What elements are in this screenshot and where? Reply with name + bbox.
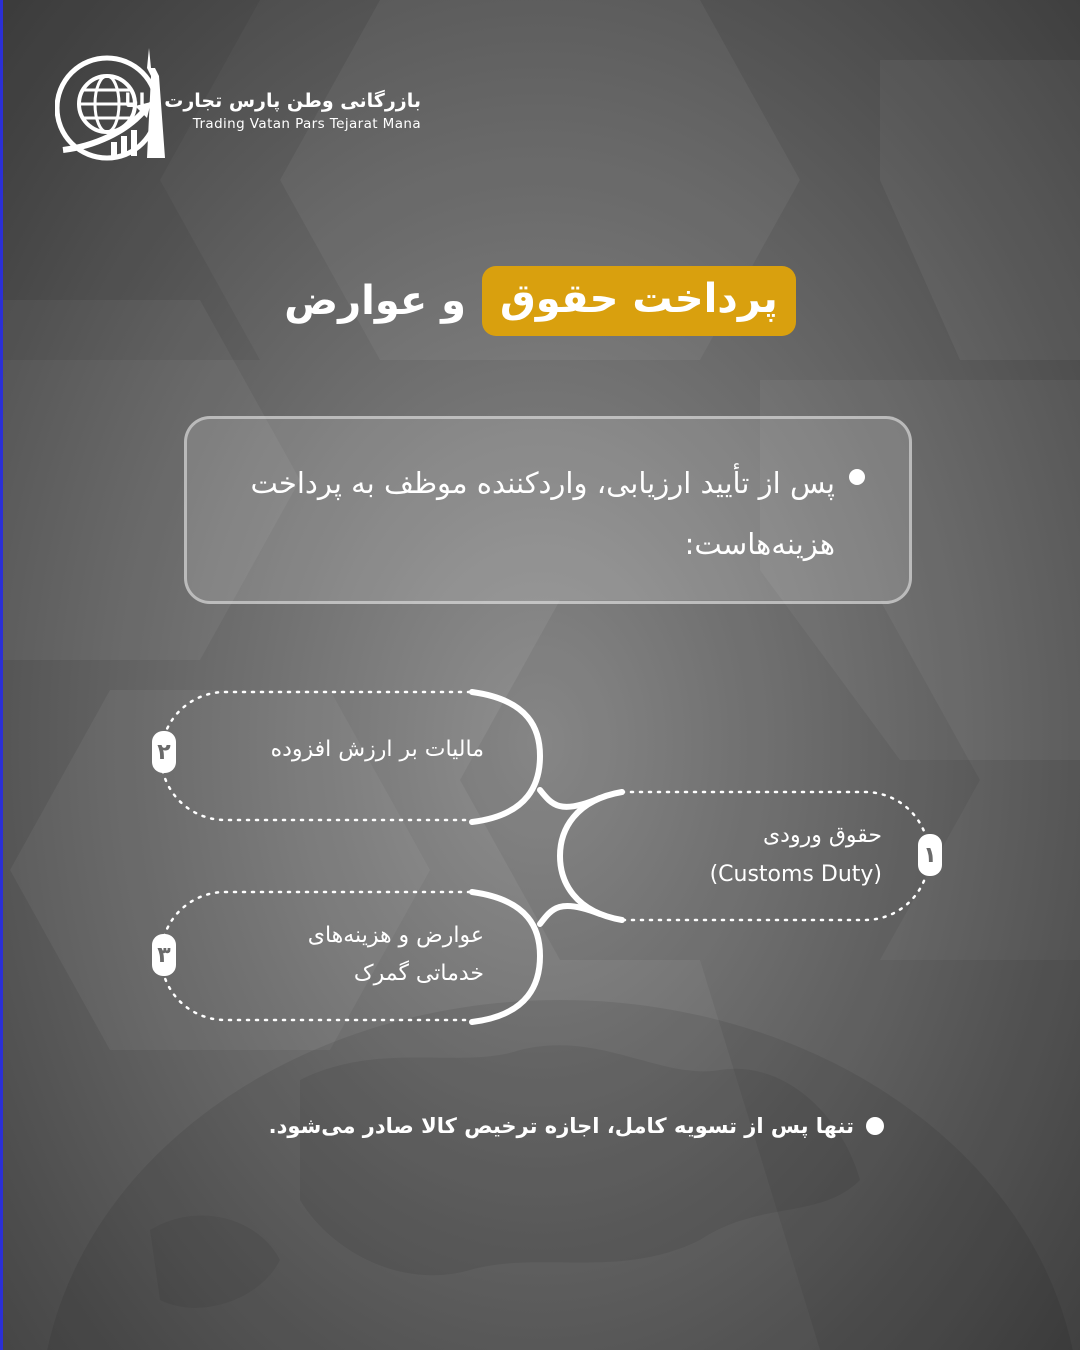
footer-text: تنها پس از تسویه کامل، اجازه ترخیص کالا صادر می‌شود. [268,1114,854,1138]
item-1-sublabel: (Customs Duty) [709,862,882,887]
item-3-number: ۳ [152,934,176,976]
item-2-number: ۲ [152,731,176,773]
bullet-icon [866,1117,884,1135]
intro-text: پس از تأیید ارزیابی، واردکننده موظف به پرداخت هزینه‌هاست: [250,466,835,561]
connector-1 [560,792,622,920]
item-3-sublabel: خدماتی گمرک [353,961,484,986]
connector-join-bottom [540,906,600,924]
footer-note [269,1114,884,1138]
item-1-label: حقوق ورودی [762,823,882,848]
item-3-label: عوارض و هزینه‌های [307,923,484,948]
item-1-number: ۱ [918,834,942,876]
brand-name-fa: بازرگانی وطن پارس تجارت مانا [124,90,421,112]
connector-join-top [540,790,600,807]
brand-name-en: Trading Vatan Pars Tejarat Mana [192,116,421,132]
item-2-label: مالیات بر ارزش افزوده [270,737,484,762]
title-rest: و عوارض [284,278,467,324]
title-highlight: پرداخت حقوق [482,266,796,336]
